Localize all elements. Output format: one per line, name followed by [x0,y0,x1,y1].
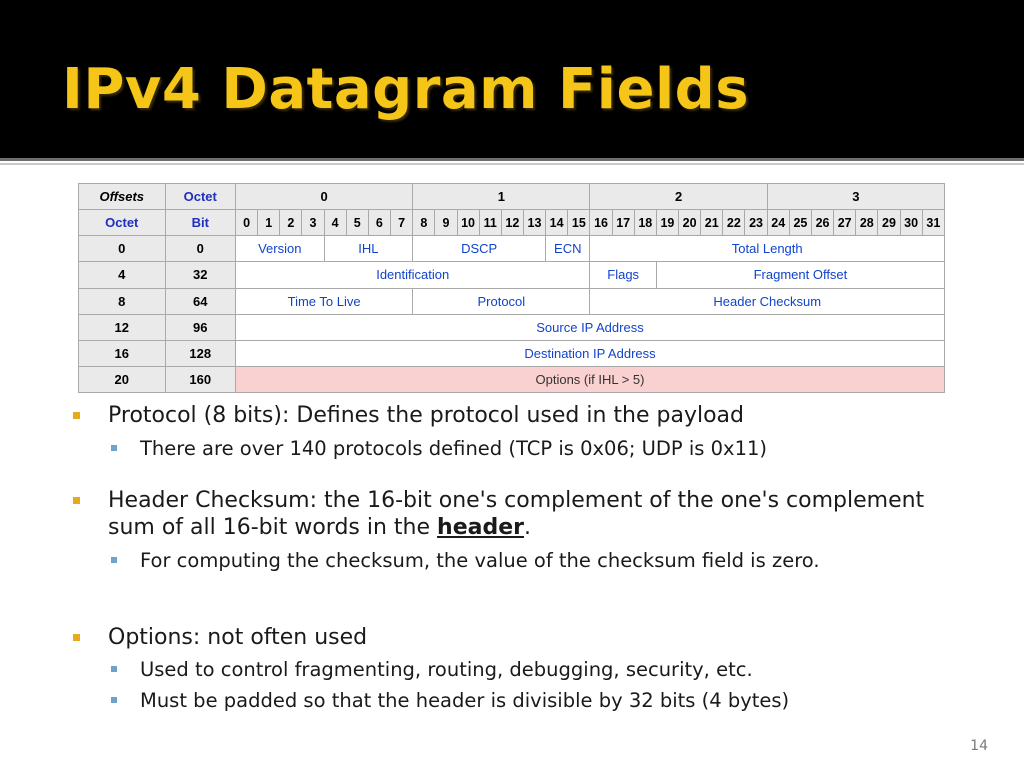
bit-label: 23 [745,210,767,236]
sub-bullet-marker [111,666,117,672]
field-version: Version [235,236,324,262]
field-ecn: ECN [546,236,590,262]
field-source-ip: Source IP Address [235,314,944,340]
bit-label: 6 [368,210,390,236]
offsets-header: Offsets [79,184,166,210]
bit-label: 9 [435,210,457,236]
bit-label: 21 [701,210,723,236]
sub-bullet-text: For computing the checksum, the value of the checksum field is zero. [140,549,820,572]
ipv4-header-table [78,183,945,393]
field-time-to-live: Time To Live [235,288,412,314]
row-bit-offset: 32 [165,262,235,288]
bit-label: 24 [767,210,789,236]
bit-label: 0 [235,210,257,236]
octet-2-header: 2 [590,184,767,210]
sub-bullet-options-use [140,657,970,682]
title-divider [0,158,1024,161]
title-divider-light [0,163,1024,165]
page-number: 14 [970,738,988,754]
bullet-header-checksum [108,487,968,541]
slide-title: IPv4 Datagram Fields [62,57,750,122]
sub-bullet-marker [111,445,117,451]
row-octet-offset: 12 [79,314,166,340]
bit-label: 20 [679,210,701,236]
field-ihl: IHL [324,236,413,262]
octet-header: Octet [165,184,235,210]
field-total-length: Total Length [590,236,945,262]
row-octet-offset: 8 [79,288,166,314]
octet-column-header: Octet [79,210,166,236]
bit-label: 3 [302,210,324,236]
bit-label: 10 [457,210,479,236]
octet-3-header: 3 [767,184,944,210]
bullet-marker [73,634,80,641]
table-row [79,288,945,314]
bullet-text-end: . [524,515,531,540]
bit-label: 17 [612,210,634,236]
row-octet-offset: 4 [79,262,166,288]
bit-label: 27 [834,210,856,236]
table-row [79,366,945,392]
table-header-row-octets [79,184,945,210]
octet-1-header: 1 [413,184,590,210]
bit-label: 31 [922,210,944,236]
table-row [79,262,945,288]
row-bit-offset: 128 [165,340,235,366]
row-bit-offset: 96 [165,314,235,340]
bit-label: 12 [501,210,523,236]
row-octet-offset: 0 [79,236,166,262]
row-bit-offset: 64 [165,288,235,314]
bit-label: 8 [413,210,435,236]
bit-label: 25 [789,210,811,236]
bit-label: 22 [723,210,745,236]
bit-label: 5 [346,210,368,236]
table-row [79,314,945,340]
bullet-protocol [108,402,968,429]
field-destination-ip: Destination IP Address [235,340,944,366]
row-octet-offset: 20 [79,366,166,392]
field-identification: Identification [235,262,589,288]
bit-label: 26 [811,210,833,236]
bullet-text: Protocol (8 bits): Defines the protocol used in the payload [108,403,745,428]
octet-0-header: 0 [235,184,412,210]
sub-bullet-marker [111,697,117,703]
bit-label: 29 [878,210,900,236]
bit-column-header: Bit [165,210,235,236]
field-flags: Flags [590,262,656,288]
sub-bullet-text: Must be padded so that the header is divisible by 32 bits (4 bytes) [140,689,790,712]
emphasis-header: header [437,515,524,540]
field-protocol: Protocol [413,288,590,314]
bullet-marker [73,412,80,419]
bit-label: 19 [656,210,678,236]
bit-label: 30 [900,210,922,236]
bullet-marker [73,497,80,504]
row-octet-offset: 16 [79,340,166,366]
bit-label: 18 [634,210,656,236]
bullet-text: Options: not often used [108,625,368,650]
bit-label: 11 [479,210,501,236]
sub-bullet-checksum-zero [140,548,970,573]
bit-label: 4 [324,210,346,236]
title-bar [0,0,1024,158]
row-bit-offset: 160 [165,366,235,392]
bit-label: 15 [568,210,590,236]
field-dscp: DSCP [413,236,546,262]
bit-label: 13 [523,210,545,236]
bit-label: 14 [546,210,568,236]
sub-bullet-options-padding [140,688,970,713]
bit-label: 16 [590,210,612,236]
row-bit-offset: 0 [165,236,235,262]
field-options: Options (if IHL > 5) [235,366,944,392]
bit-label: 2 [280,210,302,236]
bit-label: 1 [258,210,280,236]
table-header-row-bits [79,210,945,236]
table-row [79,340,945,366]
bit-label: 28 [856,210,878,236]
sub-bullet-text: Used to control fragmenting, routing, debugging, security, etc. [140,658,753,681]
sub-bullet-marker [111,557,117,563]
sub-bullet-text: There are over 140 protocols defined (TCP is 0x06; UDP is 0x11) [140,437,768,460]
bit-label: 7 [390,210,412,236]
table-row [79,236,945,262]
bullet-options [108,624,968,651]
field-header-checksum: Header Checksum [590,288,945,314]
bullet-text: Header Checksum: the 16-bit one's complement of the one's complement sum of all 16-bit words in the [108,488,925,540]
field-fragment-offset: Fragment Offset [656,262,944,288]
sub-bullet-protocols [140,436,970,461]
